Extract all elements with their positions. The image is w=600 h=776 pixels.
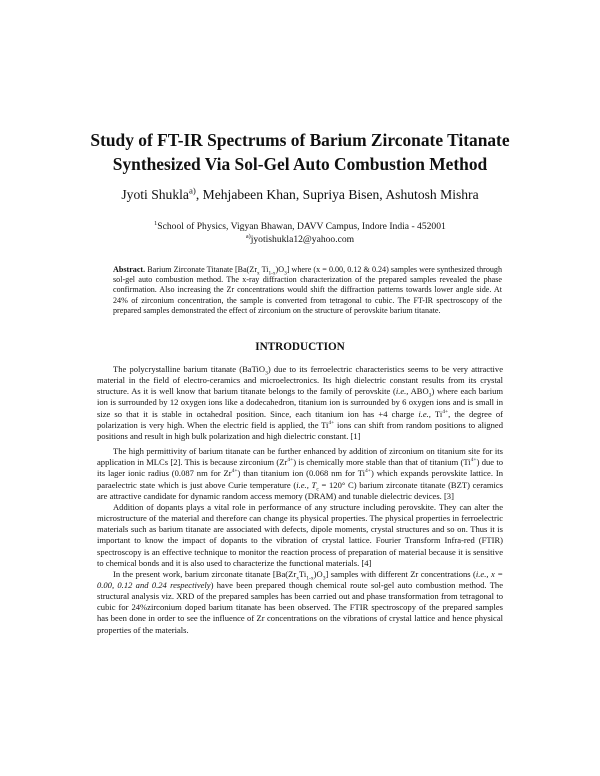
para-text: = 120° C) barium zirconate titanate (BZT) ceramics are attractive candidate for dynamic random access memory (DRAM) and tunable dielectric devices. [3] (97, 479, 504, 501)
paragraph-1 (97, 364, 503, 442)
paragraph-3: Addition of dopants plays a vital role in performance of any structure including perovskite. They can alter the microstructure of the material and therefore can change its physical properties. The physical properties in ferroelectric materials such as barium titanate are associated with defects, dipole moments, crystal structures and so on. Thus it is important to know the impact of dopants to the vibration of crystal lattice. Fourier Transform Infra-red (FTIR) spectroscopy is an effective technique to monitor the reaction process of preparation of material because it is sensitive to chemical bonds and it is also used to characterize the functional materials. [4] (97, 501, 503, 568)
email-mark: a) (245, 232, 251, 240)
para-sup: 4+ (470, 457, 477, 464)
para-text: ) have been prepared though chemical route sol-gel auto combustion method. The structural analysis viz. XRD of the prepared samples has been carried out and phase transformation from tetragonal to cubic for 24%zirconium doped barium titanate has been observed. The FTIR spectroscopy of the prepared samples has been done in order to see the influence of Zr concentrations on the vibrations of crystal lattice and hence physical properties of the materials. (97, 579, 503, 635)
para-sub: 3 (322, 575, 326, 582)
abstract-text: Ti (259, 265, 269, 274)
para-italic: i.e., (418, 408, 431, 419)
para-text: ) due to its lager ionic radius (0.087 nm for Zr (97, 457, 503, 479)
para-text: The polycrystalline barium titanate (BaTiO (113, 364, 266, 374)
para-text: ) which expands perovskite lattice. In paraelectric state which is just above Curie temperature ( (97, 468, 504, 490)
abstract (113, 265, 502, 316)
affiliation-text: School of Physics, Vigyan Bhawan, DAVV Campus, Indore India - 452001 (157, 221, 446, 232)
para-text: In the present work, barium zirconate titanate [Ba(Zr (113, 568, 297, 579)
email-line (80, 233, 520, 246)
section-heading: INTRODUCTION (255, 341, 345, 353)
author-1-mark: a) (188, 185, 196, 196)
para-sup: 4+ (287, 457, 294, 464)
author-list (40, 186, 560, 204)
para-sub: 3 (428, 393, 432, 400)
para-text: Ti (298, 568, 307, 579)
para-text: ABO (408, 386, 429, 397)
abstract-sub: 3 (284, 270, 287, 277)
para-sup: 4+ (328, 419, 335, 426)
para-sub: 1-x (306, 575, 314, 582)
para-sub: 3 (265, 370, 268, 377)
para-italic: i.e., T (296, 479, 317, 490)
para-text: The high permittivity of barium titanate can be further enhanced by addition of zirconium on titanium site for its application in MLCs [2]. This is because zirconium (Zr (97, 446, 503, 468)
affiliation-line (80, 220, 520, 233)
affiliation-mark: 1 (154, 219, 158, 227)
abstract-text: Barium Zirconate Titanate [Ba(Zr (145, 265, 258, 274)
abstract-sub: x (257, 270, 260, 277)
para-sub: x (296, 575, 299, 582)
abstract-sub: 1-x (268, 270, 276, 277)
para-text: ) is chemically more stable than that of titanium (Ti (293, 457, 471, 468)
abstract-text: ] where (x = 0.00, 0.12 & 0.24) samples were synthesized through sol-gel auto combustion method. The x-ray diffraction characterization of the prepared samples revealed the phase confirmation. Also increasing the Zr concentrations would shift the diffraction patterns towards lower angle side. At 24% of zirconium concentration, the sample is converted from tetragonal to cubic. The FT-IR spectroscopy of the prepared samples demonstrated the effect of zirconium on the structure of perovskite barium titanate. (113, 265, 503, 315)
para-text: )O (313, 568, 323, 579)
para-sup: 4+ (442, 408, 449, 415)
abstract-label: Abstract. (113, 265, 146, 274)
body-text (97, 364, 503, 636)
affiliation-block (80, 220, 520, 246)
para-italic: i.e., x = 0.00, 0.12 and 0.24 respectively (97, 568, 503, 590)
email-text: jyotishukla12@yahoo.com (250, 234, 355, 245)
title-line-2: Synthesized Via Sol-Gel Auto Combustion Method (112, 154, 488, 174)
para-text: ) where each barium ion is surrounded by 12 oxygen ions like a dodecahedron, titanium ion is surrounded by 6 oxygen ions and is small in size so that it is stable in octahedral position. Since, each titanium ion has +4 charge (97, 386, 503, 419)
para-sup: 4+ (365, 468, 371, 475)
para-text: ] samples with different Zr concentrations ( (325, 568, 476, 579)
para-text: , the degree of polarization is very high. When the electric field is applied, the Ti (97, 408, 503, 430)
abstract-text: )O (275, 265, 285, 274)
para-text: Ti (430, 408, 443, 419)
para-italic: i.e., (395, 386, 409, 397)
paragraph-4 (97, 569, 503, 636)
para-text: ions can shift from random positions to aligned positions and result in high bulk polarization and high dielectric constant. [1] (97, 419, 504, 441)
title-line-1: Study of FT-IR Spectrums of Barium Zirconate Titanate (90, 130, 510, 150)
para-text: ) than titanium ion (0.068 nm for Ti (237, 468, 366, 479)
author-rest: , Mehjabeen Khan, Supriya Bisen, Ashutosh Mishra (195, 187, 479, 202)
para-sub: c (316, 486, 319, 493)
author-1: Jyoti Shukla (121, 187, 189, 202)
para-text: ) due to its ferroelectric characteristics seems to be very attractive material in the field of electro-ceramics and microelectronics. Its high dielectric constant results from its crystal structure. As it is well know that barium titanate belongs to the family of perovskite ( (97, 364, 503, 397)
paper-title (60, 128, 540, 176)
paragraph-2 (97, 446, 503, 502)
para-sup: 4+ (231, 468, 238, 475)
